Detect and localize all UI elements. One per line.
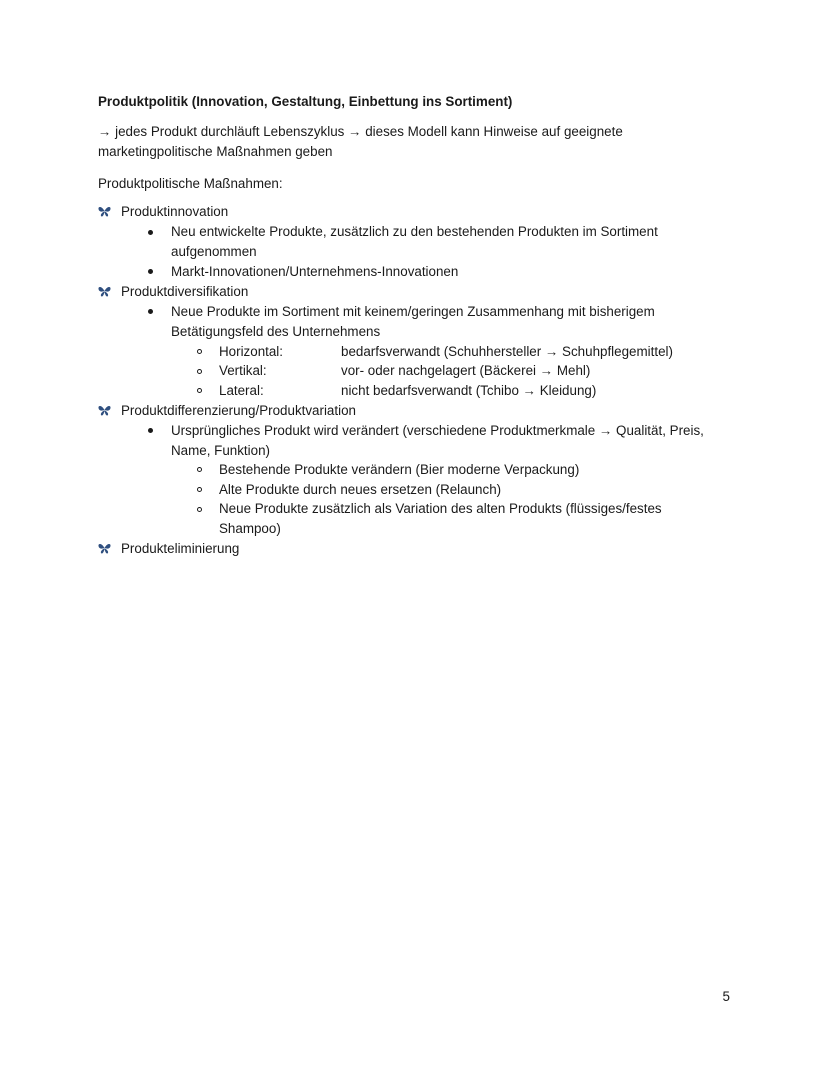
bullet-dot — [148, 230, 153, 235]
bullet-dot — [148, 428, 153, 433]
butterfly-icon — [98, 206, 111, 217]
bullet-text-continued: Betätigungsfeld des Unternehmens — [171, 324, 381, 339]
massnahmen-label: Produktpolitische Maßnahmen: — [98, 176, 283, 191]
section-label-produktinnovation: Produktinnovation — [121, 204, 229, 219]
sub-bullet-text-continued: Shampoo) — [219, 521, 281, 536]
butterfly-icon — [98, 543, 111, 554]
sub-bullet-term: Lateral: — [219, 383, 264, 398]
page-title: Produktpolitik (Innovation, Gestaltung, Einbettung ins Sortiment) — [98, 94, 513, 109]
sub-bullet-ring — [197, 467, 202, 472]
sub-bullet-ring — [197, 349, 202, 354]
section-label-produkteliminierung: Produkteliminierung — [121, 541, 240, 556]
intro-text-line-2: marketingpolitische Maßnahmen geben — [98, 144, 333, 159]
bullet-text: Neu entwickelte Produkte, zusätzlich zu den bestehenden Produkten im Sortiment — [171, 224, 658, 239]
butterfly-icon — [98, 286, 111, 297]
sub-bullet-ring — [197, 369, 202, 374]
sub-bullet-text: Neue Produkte zusätzlich als Variation des alten Produkts (flüssiges/festes — [219, 501, 662, 516]
sub-bullet-text: Bestehende Produkte verändern (Bier moderne Verpackung) — [219, 462, 580, 477]
sub-bullet-term: Horizontal: — [219, 344, 284, 359]
sub-bullet-term: Vertikal: — [219, 363, 267, 378]
sub-bullet-desc: nicht bedarfsverwandt (Tchibo → Kleidung) — [341, 383, 597, 398]
bullet-text: Markt-Innovationen/Unternehmens-Innovationen — [171, 264, 459, 279]
section-label-produktdiversifikation: Produktdiversifikation — [121, 284, 249, 299]
butterfly-icon — [98, 405, 111, 416]
bullet-dot — [148, 309, 153, 314]
bullet-text-continued: Name, Funktion) — [171, 443, 270, 458]
bullet-text-continued: aufgenommen — [171, 244, 257, 259]
section-label-produktdifferenzierung: Produktdifferenzierung/Produktvariation — [121, 403, 356, 418]
sub-bullet-desc: vor- oder nachgelagert (Bäckerei → Mehl) — [341, 363, 591, 378]
sub-bullet-desc: bedarfsverwandt (Schuhhersteller → Schuhpflegemittel) — [341, 344, 673, 359]
bullet-text: Ursprüngliches Produkt wird verändert (verschiedene Produktmerkmale → Qualität, Preis, — [171, 423, 704, 438]
sub-bullet-ring — [197, 388, 202, 393]
page-number: 5 — [722, 989, 730, 1004]
sub-bullet-ring — [197, 507, 202, 512]
sub-bullet-ring — [197, 487, 202, 492]
sub-bullet-text: Alte Produkte durch neues ersetzen (Relaunch) — [219, 482, 502, 497]
intro-text-line-1: → jedes Produkt durchläuft Lebenszyklus → dieses Modell kann Hinweise auf geeignete — [98, 124, 623, 139]
bullet-text: Neue Produkte im Sortiment mit keinem/geringen Zusammenhang mit bisherigem — [171, 304, 655, 319]
bullet-dot — [148, 269, 153, 274]
